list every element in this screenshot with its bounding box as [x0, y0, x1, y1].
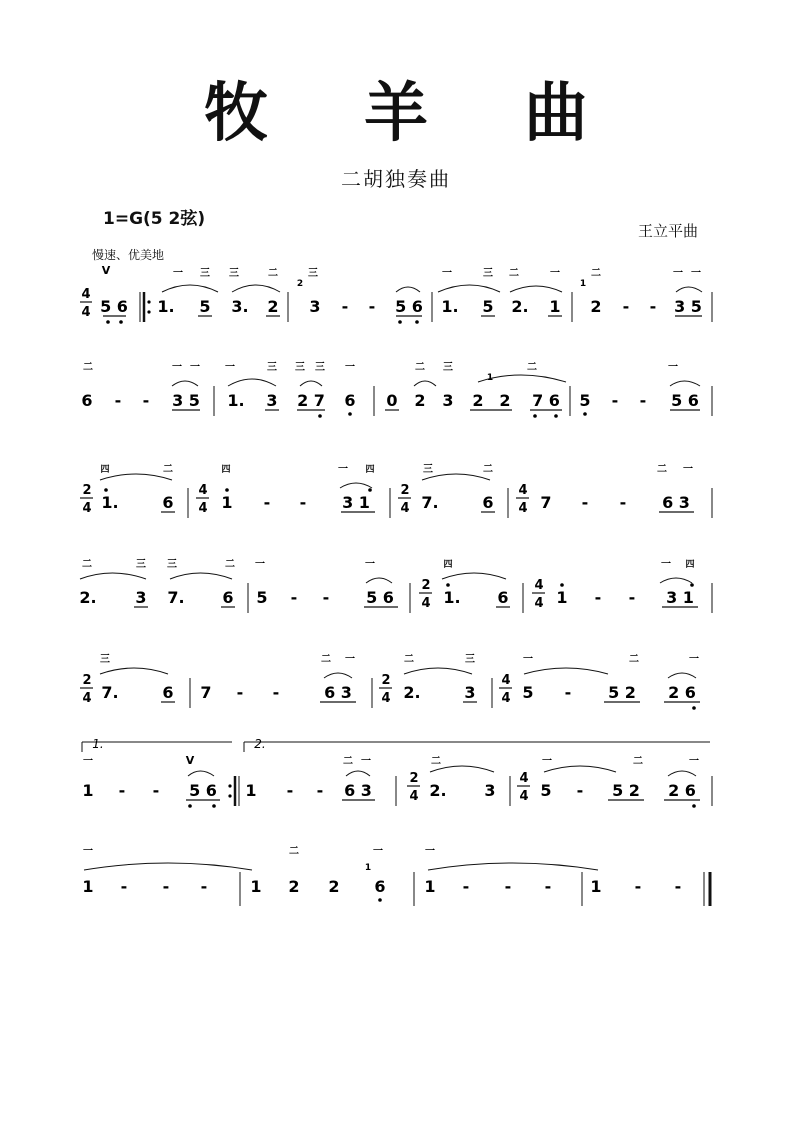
time-signature: 4: [82, 501, 92, 516]
string-mark: 一: [691, 268, 701, 279]
title-char-1: 牧: [204, 76, 268, 151]
string-mark: 一: [83, 756, 93, 767]
note: 6: [482, 493, 494, 512]
string-mark: 三: [167, 559, 177, 570]
time-signature: 2: [381, 673, 391, 688]
note: 2: [472, 391, 484, 410]
note: 2: [267, 297, 279, 316]
string-mark: 三: [229, 268, 239, 279]
dash: -: [322, 588, 330, 607]
string-mark: 一: [673, 268, 683, 279]
note: 7: [540, 493, 552, 512]
dash: -: [544, 877, 552, 896]
string-mark: 一: [345, 362, 355, 373]
score-system-4: [0, 553, 792, 623]
string-mark: 三: [200, 268, 210, 279]
string-mark: 二: [321, 654, 331, 665]
note-group: 5 2: [608, 683, 636, 702]
string-mark: 一: [550, 268, 560, 279]
string-mark: 二: [483, 464, 493, 475]
dash: -: [622, 297, 630, 316]
string-mark: 一: [173, 268, 183, 279]
string-mark: 二: [509, 268, 519, 279]
title-char-3: 曲: [524, 76, 588, 151]
note: 6: [81, 391, 93, 410]
note: 5: [522, 683, 534, 702]
note-group: 5 6: [671, 391, 699, 410]
string-mark: 二: [289, 846, 299, 857]
note: 2: [499, 391, 511, 410]
string-mark: 二: [415, 362, 425, 373]
volta-2: 2.: [254, 737, 266, 751]
time-signature: 4: [534, 596, 544, 611]
time-signature: 2: [400, 483, 410, 498]
time-signature: 4: [421, 596, 431, 611]
string-mark: 二: [591, 268, 601, 279]
string-mark: 三: [443, 362, 453, 373]
dash: -: [316, 781, 324, 800]
string-mark: 二: [83, 362, 93, 373]
string-mark: 四: [365, 465, 375, 475]
note: 6: [344, 391, 356, 410]
note: 6: [162, 683, 174, 702]
score-system-1: [0, 262, 792, 332]
dash: -: [290, 588, 298, 607]
note: 1: [221, 493, 233, 512]
dash: -: [576, 781, 584, 800]
score-system-3: [0, 458, 792, 528]
subtitle: 二胡独奏曲: [341, 167, 451, 191]
time-signature: 4: [198, 501, 208, 516]
grace-note: 1: [579, 279, 587, 289]
note: 7.: [421, 493, 439, 512]
note: 2: [288, 877, 300, 896]
note-group: 5 6: [189, 781, 217, 800]
string-mark: 一: [361, 756, 371, 767]
score-system-5: [0, 648, 792, 718]
time-signature: 2: [82, 673, 92, 688]
time-signature: 4: [519, 789, 529, 804]
string-mark: 一: [345, 654, 355, 665]
string-mark: 二: [225, 559, 235, 570]
note-group: 3 5: [172, 391, 200, 410]
note: 3: [266, 391, 278, 410]
note: 1.: [443, 588, 461, 607]
note: 6: [374, 877, 386, 896]
time-signature: 4: [501, 673, 511, 688]
string-mark: 一: [255, 559, 265, 570]
dash: -: [200, 877, 208, 896]
string-mark: 一: [668, 362, 678, 373]
note: 1: [556, 588, 568, 607]
dash: -: [236, 683, 244, 702]
string-mark: 二: [527, 362, 537, 373]
string-mark: 一: [225, 362, 235, 373]
string-mark: 二: [82, 559, 92, 570]
note: 6: [497, 588, 509, 607]
dash: -: [120, 877, 128, 896]
dash: -: [299, 493, 307, 512]
note: 3: [442, 391, 454, 410]
dash: -: [504, 877, 512, 896]
dash: -: [118, 781, 126, 800]
note: 6: [162, 493, 174, 512]
time-signature: 4: [518, 483, 528, 498]
string-mark: 一: [83, 846, 93, 857]
note: 5: [482, 297, 494, 316]
time-signature: 2: [421, 578, 431, 593]
dash: -: [152, 781, 160, 800]
string-mark: 三: [267, 362, 277, 373]
note-group: 6 3: [324, 683, 352, 702]
time-signature: 4: [400, 501, 410, 516]
note: 1: [82, 877, 94, 896]
note: 1: [250, 877, 262, 896]
string-mark: 二: [629, 654, 639, 665]
score-system-6: [0, 736, 792, 816]
note: 1: [82, 781, 94, 800]
note: 0: [386, 391, 398, 410]
dash: -: [581, 493, 589, 512]
dash: -: [286, 781, 294, 800]
grace-note: 1: [486, 373, 494, 383]
note-group: 3 5: [674, 297, 702, 316]
dash: -: [628, 588, 636, 607]
note: 5: [199, 297, 211, 316]
dash: -: [142, 391, 150, 410]
dash: -: [368, 297, 376, 316]
string-mark: 二: [657, 464, 667, 475]
string-mark: 一: [442, 268, 452, 279]
note: 2: [590, 297, 602, 316]
note: 7: [200, 683, 212, 702]
string-mark: 四: [100, 465, 110, 475]
time-signature: 4: [81, 305, 91, 320]
note-group: 5 2: [612, 781, 640, 800]
dash: -: [341, 297, 349, 316]
string-mark: 一: [338, 464, 348, 475]
string-mark: 一: [661, 559, 671, 570]
volta-1: 1.: [92, 737, 104, 751]
dash: -: [272, 683, 280, 702]
string-mark: 三: [315, 362, 325, 373]
time-signature: 2: [82, 483, 92, 498]
string-mark: 一: [683, 464, 693, 475]
note-group: 2 6: [668, 683, 696, 702]
grace-note: 1: [364, 863, 372, 873]
time-signature: 4: [519, 771, 529, 786]
dash: -: [674, 877, 682, 896]
time-signature: 2: [409, 771, 419, 786]
note: 5: [540, 781, 552, 800]
dash: -: [634, 877, 642, 896]
note: 1.: [441, 297, 459, 316]
dash: -: [639, 391, 647, 410]
time-signature: 4: [198, 483, 208, 498]
string-mark: 三: [295, 362, 305, 373]
string-mark: 四: [443, 560, 453, 570]
page-title: [0, 62, 792, 154]
note: 2.: [403, 683, 421, 702]
time-signature: 4: [518, 501, 528, 516]
dash: -: [114, 391, 122, 410]
note: 2.: [79, 588, 97, 607]
dash: -: [649, 297, 657, 316]
string-mark: 一: [190, 362, 200, 373]
tempo-marking: 慢速、优美地: [92, 248, 165, 262]
time-signature: 4: [81, 287, 91, 302]
string-mark: 二: [163, 464, 173, 475]
string-mark: 二: [633, 756, 643, 767]
string-mark: 三: [465, 654, 475, 665]
string-mark: 四: [221, 465, 231, 475]
note-group: 7 6: [532, 391, 560, 410]
note: 1: [424, 877, 436, 896]
note: 1: [245, 781, 257, 800]
note-group: 5 6: [395, 297, 423, 316]
string-mark: 一: [425, 846, 435, 857]
note: 3: [135, 588, 147, 607]
string-mark: 四: [685, 560, 695, 570]
grace-note: 2: [296, 279, 304, 289]
dash: -: [564, 683, 572, 702]
note: 2.: [429, 781, 447, 800]
note-group: 3 1: [666, 588, 694, 607]
time-signature: 4: [82, 691, 92, 706]
note: 2: [328, 877, 340, 896]
string-mark: 二: [431, 756, 441, 767]
dash: -: [462, 877, 470, 896]
note: 1.: [227, 391, 245, 410]
note: 3.: [231, 297, 249, 316]
time-signature: 4: [381, 691, 391, 706]
note-group: 3 1: [342, 493, 370, 512]
dash: -: [263, 493, 271, 512]
key-signature: 1=G(5 2弦): [103, 209, 206, 229]
composer: 王立平曲: [638, 222, 699, 240]
score-system-7: [0, 840, 792, 920]
dash: -: [611, 391, 619, 410]
string-mark: 二: [343, 756, 353, 767]
note: 1: [549, 297, 561, 316]
note: 3: [309, 297, 321, 316]
string-mark: V: [185, 754, 195, 767]
string-mark: 三: [136, 559, 146, 570]
note-group: 6 3: [662, 493, 690, 512]
note-group: 2 7: [297, 391, 325, 410]
time-signature: 4: [534, 578, 544, 593]
note: 7.: [167, 588, 185, 607]
score-system-2: [0, 356, 792, 426]
string-mark: 一: [689, 756, 699, 767]
note: 2.: [511, 297, 529, 316]
title-char-2: 羊: [364, 76, 428, 151]
dash: -: [162, 877, 170, 896]
string-mark: 一: [523, 654, 533, 665]
note: 6: [222, 588, 234, 607]
dash: -: [594, 588, 602, 607]
note: 1: [590, 877, 602, 896]
note-group: 6 3: [344, 781, 372, 800]
string-mark: 一: [542, 756, 552, 767]
string-mark: 二: [404, 654, 414, 665]
time-signature: 4: [409, 789, 419, 804]
note: 5: [579, 391, 591, 410]
string-mark: 三: [100, 654, 110, 665]
string-mark: 一: [689, 654, 699, 665]
string-mark: 一: [365, 559, 375, 570]
string-mark: 三: [308, 268, 318, 279]
string-mark: 二: [268, 268, 278, 279]
note-group: 5 6: [100, 297, 128, 316]
string-mark: 一: [172, 362, 182, 373]
note: 7.: [101, 683, 119, 702]
note: 3: [484, 781, 496, 800]
dash: -: [619, 493, 627, 512]
note-group: 2 6: [668, 781, 696, 800]
string-mark: V: [101, 264, 111, 277]
note: 1.: [101, 493, 119, 512]
note: 2: [414, 391, 426, 410]
time-signature: 4: [501, 691, 511, 706]
note: 3: [464, 683, 476, 702]
string-mark: 三: [483, 268, 493, 279]
string-mark: 一: [373, 846, 383, 857]
string-mark: 三: [423, 464, 433, 475]
note: 1.: [157, 297, 175, 316]
note-group: 5 6: [366, 588, 394, 607]
note: 5: [256, 588, 268, 607]
